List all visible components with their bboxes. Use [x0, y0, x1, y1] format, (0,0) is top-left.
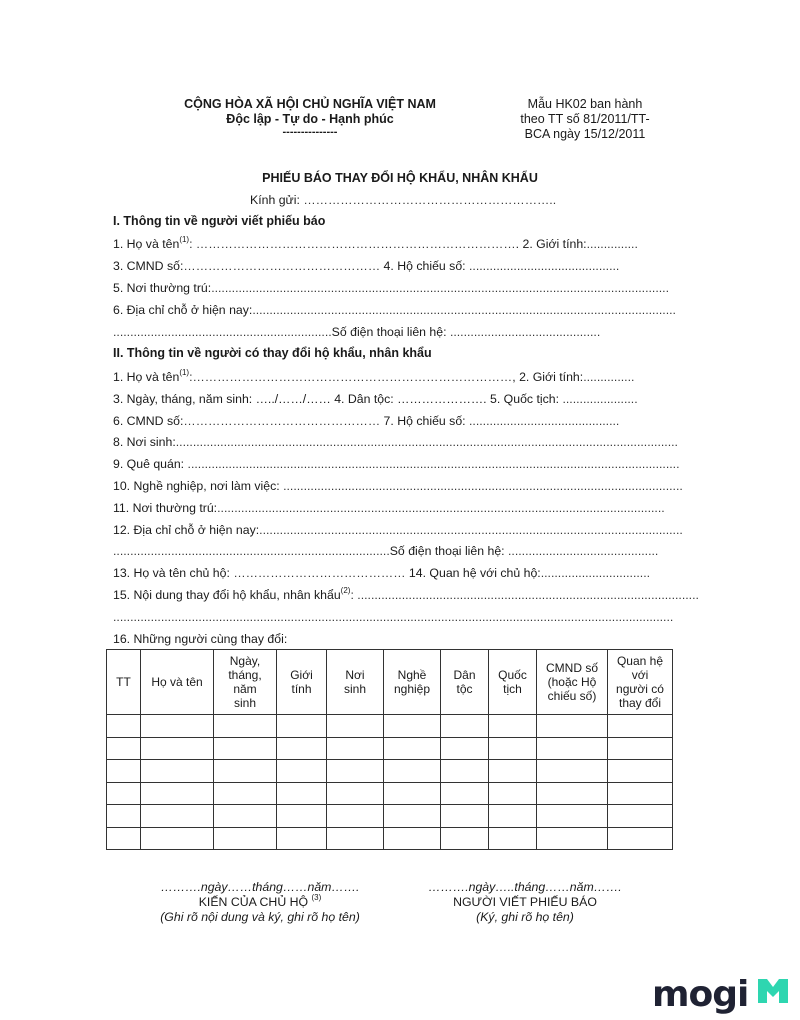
- form-field-line[interactable]: [113, 391, 655, 407]
- footnote-ref: (2): [340, 586, 351, 595]
- table-cell[interactable]: [441, 760, 489, 783]
- field-fill[interactable]: ......................: [562, 391, 638, 406]
- field-label: 1. Họ và tên: [113, 237, 180, 251]
- table-cell[interactable]: [537, 715, 608, 738]
- field-fill[interactable]: .....................................................................................................................: [283, 479, 683, 493]
- national-header: [160, 97, 460, 137]
- form-field-line[interactable]: [113, 456, 680, 472]
- table-cell[interactable]: [327, 827, 384, 850]
- signature-title: NGƯỜI VIẾT PHIẾU BÁO: [453, 895, 597, 909]
- field-label: 4. Hộ chiếu số:: [380, 259, 469, 273]
- footnote-ref: (3): [311, 893, 322, 902]
- form-field-line[interactable]: [113, 324, 655, 340]
- table-cell[interactable]: [214, 805, 277, 828]
- footnote-ref: (1): [179, 235, 190, 244]
- field-label: Số điện thoại liên hệ:: [389, 544, 509, 559]
- field-label: 3. CMND số:: [113, 259, 184, 273]
- field-fill[interactable]: ............................................................................................................................: [259, 522, 683, 537]
- table-cell[interactable]: [608, 805, 673, 828]
- table-cell[interactable]: [537, 782, 608, 805]
- column-header: Nơi sinh: [327, 650, 384, 715]
- table-row: [107, 782, 673, 805]
- motto: Độc lập - Tự do - Hạnh phúc: [226, 112, 394, 126]
- table-cell[interactable]: [327, 805, 384, 828]
- table-cell[interactable]: [277, 760, 327, 783]
- table-cell[interactable]: [214, 715, 277, 738]
- table-cell[interactable]: [107, 737, 141, 760]
- table-cell[interactable]: [608, 827, 673, 850]
- field-fill[interactable]: :……………………………………………………………………: [189, 370, 513, 384]
- logo-text: mogi: [652, 974, 749, 1015]
- field-label: 16. Những người cùng thay đổi:: [113, 631, 288, 646]
- table-row: [107, 760, 673, 783]
- signature-note: (Ký, ghi rõ họ tên): [476, 910, 574, 924]
- section1-heading: I. Thông tin về người viết phiếu báo: [113, 214, 326, 228]
- field-fill[interactable]: ............................................: [469, 259, 620, 273]
- table-cell[interactable]: [608, 760, 673, 783]
- field-fill[interactable]: ............................................: [508, 544, 659, 559]
- field-fill[interactable]: ....................................................................................................................................................................: [113, 609, 674, 624]
- field-fill[interactable]: .................................................................................: [113, 544, 390, 559]
- form-field-line[interactable]: [113, 302, 676, 318]
- table-cell[interactable]: [441, 805, 489, 828]
- kinh-gui-field[interactable]: [250, 193, 556, 207]
- form-field-line[interactable]: [113, 369, 655, 385]
- field-label: 5. Nơi thường trú:: [113, 281, 212, 295]
- signature-date-line[interactable]: ……….ngày……tháng……năm…….: [160, 880, 360, 894]
- column-header: Quan hệ với người có thay đổi: [608, 650, 673, 715]
- table-cell[interactable]: [441, 782, 489, 805]
- field-fill[interactable]: ................................................................: [113, 325, 332, 339]
- reporter-signature: [400, 880, 650, 925]
- table-cell[interactable]: [537, 805, 608, 828]
- form-field-line[interactable]: [113, 631, 655, 647]
- form-field-line[interactable]: [113, 258, 655, 274]
- column-header: Giới tính: [277, 650, 327, 715]
- table-cell[interactable]: [277, 827, 327, 850]
- field-fill[interactable]: ...................................................................................................................................................: [175, 435, 678, 450]
- field-label: 9. Quê quán:: [113, 457, 188, 472]
- field-label: 14. Quan hệ với chủ hộ:: [405, 566, 541, 581]
- form-field-line[interactable]: [113, 609, 674, 625]
- table-cell[interactable]: [608, 715, 673, 738]
- field-fill[interactable]: : ……………………………………………………………………: [189, 237, 516, 251]
- form-field-line[interactable]: [113, 543, 659, 559]
- table-cell[interactable]: [214, 827, 277, 850]
- field-fill[interactable]: ……………………………………: [233, 566, 406, 581]
- table-cell[interactable]: [327, 737, 384, 760]
- field-label: Số điện thoại liên hệ:: [331, 325, 450, 339]
- table-cell[interactable]: [489, 782, 537, 805]
- table-cell[interactable]: [277, 782, 327, 805]
- field-label: , 2. Giới tính:: [512, 370, 584, 384]
- signature-date-line[interactable]: ……….ngày…..tháng……năm…….: [428, 880, 622, 894]
- table-cell[interactable]: [277, 737, 327, 760]
- form-field-line[interactable]: [113, 413, 655, 429]
- table-cell[interactable]: [141, 827, 214, 850]
- field-fill[interactable]: ......................................................................................................................................: [211, 281, 669, 295]
- field-fill[interactable]: ............................................: [449, 325, 601, 339]
- table-cell[interactable]: [214, 782, 277, 805]
- field-fill[interactable]: ................................: [540, 566, 651, 581]
- field-label: 11. Nơi thường trú:: [113, 500, 218, 515]
- form-field-line[interactable]: [113, 586, 699, 603]
- table-cell[interactable]: [107, 760, 141, 783]
- table-cell[interactable]: [537, 760, 608, 783]
- table-cell[interactable]: [489, 760, 537, 783]
- form-ref-line: BCA ngày 15/12/2011: [524, 127, 646, 141]
- table-cell[interactable]: [107, 782, 141, 805]
- footnote-ref: (1): [179, 368, 190, 377]
- table-cell[interactable]: [214, 737, 277, 760]
- table-cell[interactable]: [327, 782, 384, 805]
- table-cell[interactable]: [327, 715, 384, 738]
- table-cell[interactable]: [441, 737, 489, 760]
- table-cell[interactable]: [141, 737, 214, 760]
- table-cell[interactable]: [141, 715, 214, 738]
- table-cell[interactable]: [327, 760, 384, 783]
- household-head-signature: [130, 880, 390, 925]
- table-cell[interactable]: [141, 805, 214, 828]
- field-label: 1. Họ và tên: [113, 370, 180, 384]
- field-label: 6. Địa chỉ chỗ ở hiện nay:: [113, 303, 253, 317]
- column-header: TT: [107, 650, 141, 715]
- table-cell[interactable]: [608, 782, 673, 805]
- table-cell[interactable]: [537, 827, 608, 850]
- column-header: CMND số (hoặc Hộ chiếu số): [537, 650, 608, 715]
- field-fill[interactable]: ............................................................................................................................: [252, 303, 676, 317]
- form-field-line[interactable]: [113, 478, 683, 494]
- table-cell[interactable]: [384, 715, 441, 738]
- field-fill[interactable]: ...............: [586, 237, 638, 251]
- table-cell[interactable]: [277, 715, 327, 738]
- table-cell[interactable]: [489, 715, 537, 738]
- form-field-line[interactable]: [113, 522, 683, 538]
- field-label: 12. Địa chỉ chỗ ở hiện nay:: [113, 522, 260, 537]
- form-field-line[interactable]: [113, 434, 678, 450]
- field-label: 8. Nơi sinh:: [113, 435, 176, 450]
- field-fill[interactable]: ............................................: [469, 413, 620, 428]
- field-label: 13. Họ và tên chủ hộ:: [113, 566, 234, 581]
- field-fill[interactable]: ...............: [583, 370, 635, 384]
- column-header: Ngày, tháng, năm sinh: [214, 650, 277, 715]
- field-label: 15. Nội dung thay đổi hộ khẩu, nhân khẩu: [113, 588, 341, 602]
- mogi-m-icon: [756, 977, 790, 1005]
- kinh-gui-label: Kính gửi:: [250, 193, 300, 207]
- signature-title-text: KIẾN CỦA CHỦ HỘ: [198, 895, 312, 909]
- field-fill[interactable]: : ....................................................................................................: [350, 588, 699, 602]
- form-ref-line: theo TT số 81/2011/TT-: [520, 112, 650, 126]
- kinh-gui-value[interactable]: ……………………………………………………..: [303, 193, 557, 207]
- form-field-line[interactable]: [113, 236, 655, 252]
- table-cell[interactable]: [441, 827, 489, 850]
- column-header: Họ và tên: [141, 650, 214, 715]
- table-cell[interactable]: [441, 715, 489, 738]
- column-header: Quốc tịch: [489, 650, 537, 715]
- table-cell[interactable]: [384, 827, 441, 850]
- form-field-line[interactable]: [113, 500, 665, 516]
- field-fill[interactable]: ...................................................................................................................................: [217, 500, 665, 515]
- column-header: Nghề nghiệp: [384, 650, 441, 715]
- table-cell[interactable]: [107, 715, 141, 738]
- field-label: . 2. Giới tính:: [515, 237, 587, 251]
- header-separator: ---------------: [282, 126, 338, 138]
- table-cell[interactable]: [384, 805, 441, 828]
- table-cell[interactable]: [384, 737, 441, 760]
- field-fill[interactable]: …………………………………………: [183, 413, 381, 428]
- signature-title: [130, 895, 390, 910]
- column-header: Dân tộc: [441, 650, 489, 715]
- table-cell[interactable]: [214, 760, 277, 783]
- table-header-row: [107, 650, 673, 715]
- table-row: [107, 827, 673, 850]
- field-label: 6. CMND số:: [113, 413, 184, 428]
- table-cell[interactable]: [107, 805, 141, 828]
- field-fill[interactable]: …………………………………………: [183, 259, 381, 273]
- table-row: [107, 737, 673, 760]
- field-label: 10. Nghề nghiệp, nơi làm việc:: [113, 479, 284, 493]
- country-name: CỘNG HÒA XÃ HỘI CHỦ NGHĨA VIỆT NAM: [184, 97, 436, 111]
- field-label: 7. Hộ chiếu số:: [380, 413, 469, 428]
- section2-heading: II. Thông tin về người có thay đổi hộ khẩu, nhân khẩu: [113, 346, 432, 360]
- form-title: PHIẾU BÁO THAY ĐỔI HỘ KHẨU, NHÂN KHẨU: [262, 171, 538, 185]
- table-row: [107, 805, 673, 828]
- table-cell[interactable]: [489, 805, 537, 828]
- changed-people-table: [106, 649, 673, 850]
- table-row: [107, 715, 673, 738]
- table-cell[interactable]: [384, 760, 441, 783]
- table-cell[interactable]: [384, 782, 441, 805]
- field-fill[interactable]: ................................................................................................................................................: [187, 457, 680, 472]
- table-cell[interactable]: [608, 737, 673, 760]
- form-ref-line: Mẫu HK02 ban hành: [527, 97, 643, 111]
- form-field-line[interactable]: [113, 565, 655, 581]
- table-cell[interactable]: [489, 737, 537, 760]
- mogi-logo: [652, 975, 790, 1015]
- table-cell[interactable]: [107, 827, 141, 850]
- field-label: 3. Ngày, tháng, năm sinh: …../……/…… 4. Dân tộc: …………………. 5. Quốc tịch:: [113, 391, 563, 406]
- form-reference: [500, 97, 670, 142]
- table-cell[interactable]: [489, 827, 537, 850]
- table-cell[interactable]: [141, 782, 214, 805]
- signature-note: (Ghi rõ nội dung và ký, ghi rõ họ tên): [160, 910, 360, 924]
- table-cell[interactable]: [537, 737, 608, 760]
- form-field-line[interactable]: [113, 280, 669, 296]
- table-cell[interactable]: [141, 760, 214, 783]
- table-cell[interactable]: [277, 805, 327, 828]
